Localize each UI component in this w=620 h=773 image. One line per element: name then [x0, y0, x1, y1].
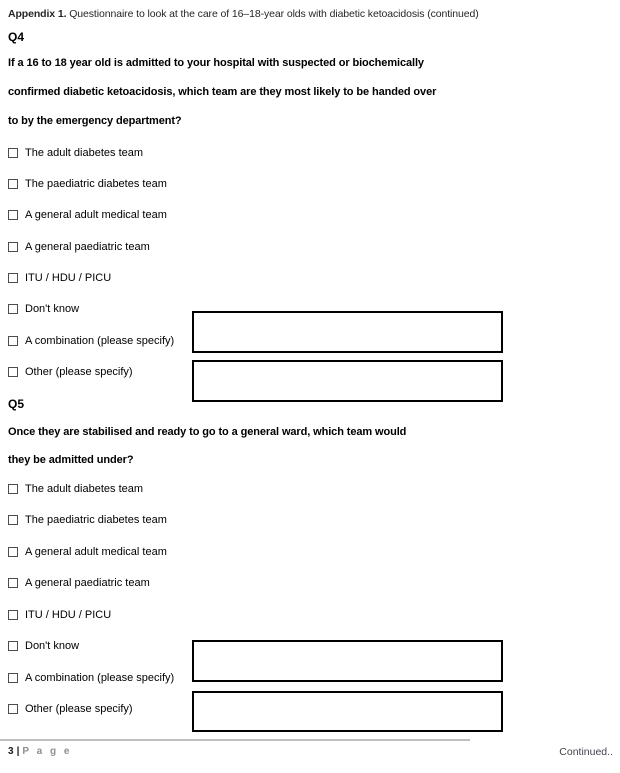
option-label: Don't know	[25, 640, 80, 652]
page-number-separator: |	[16, 746, 20, 757]
q5-question-line-2: they be admitted under?	[8, 454, 134, 466]
q5-option-general-paediatric-team	[8, 576, 150, 590]
q5-question-line-1: Once they are stabilised and ready to go to a general ward, which team would	[8, 426, 407, 438]
appendix-header-bold: Appendix 1.	[8, 8, 67, 20]
continued-note: Continued..	[559, 746, 613, 758]
option-label: A combination (please specify)	[25, 335, 175, 347]
option-label: The paediatric diabetes team	[25, 178, 167, 190]
q5-combination-specify-input[interactable]	[192, 640, 503, 682]
q5-option-paediatric-diabetes-team	[8, 513, 167, 527]
q4-option-other	[8, 365, 133, 379]
checkbox-icon[interactable]	[8, 273, 18, 283]
checkbox-icon[interactable]	[8, 484, 18, 494]
q4-option-itu-hdu-picu	[8, 271, 111, 285]
page-number-footer	[8, 746, 72, 757]
checkbox-icon[interactable]	[8, 242, 18, 252]
q5-option-adult-diabetes-team	[8, 482, 143, 496]
option-label: A general adult medical team	[25, 209, 167, 221]
q4-other-specify-input[interactable]	[192, 360, 503, 402]
option-label: Don't know	[25, 303, 80, 315]
q4-option-general-adult-medical-team	[8, 208, 167, 222]
option-label: The adult diabetes team	[25, 483, 144, 495]
q4-question-line-3: to by the emergency department?	[8, 115, 182, 127]
page-word: P a g e	[22, 746, 72, 757]
q5-option-dont-know	[8, 639, 79, 653]
checkbox-icon[interactable]	[8, 515, 18, 525]
checkbox-icon[interactable]	[8, 610, 18, 620]
q5-option-other	[8, 702, 133, 716]
option-label: ITU / HDU / PICU	[25, 272, 112, 284]
checkbox-icon[interactable]	[8, 367, 18, 377]
footer-divider	[0, 739, 470, 741]
q4-option-dont-know	[8, 302, 79, 316]
option-label: The adult diabetes team	[25, 147, 144, 159]
checkbox-icon[interactable]	[8, 148, 18, 158]
q5-other-specify-input[interactable]	[192, 691, 503, 732]
q4-combination-specify-input[interactable]	[192, 311, 503, 353]
checkbox-icon[interactable]	[8, 547, 18, 557]
option-label: A combination (please specify)	[25, 672, 175, 684]
appendix-header-text: Questionnaire to look at the care of 16–18-year olds with diabetic ketoacidosis (continued)	[66, 8, 479, 20]
checkbox-icon[interactable]	[8, 336, 18, 346]
q5-option-general-adult-medical-team	[8, 545, 167, 559]
q4-option-adult-diabetes-team	[8, 146, 143, 160]
checkbox-icon[interactable]	[8, 304, 18, 314]
option-label: Other (please specify)	[25, 703, 133, 715]
q4-question-line-2: confirmed diabetic ketoacidosis, which team are they most likely to be handed over	[8, 86, 437, 98]
q4-label: Q4	[8, 30, 25, 44]
option-label: The paediatric diabetes team	[25, 514, 167, 526]
option-label: A general paediatric team	[25, 241, 150, 253]
checkbox-icon[interactable]	[8, 673, 18, 683]
checkbox-icon[interactable]	[8, 210, 18, 220]
q5-option-itu-hdu-picu	[8, 608, 111, 622]
page-number: 3	[8, 746, 14, 757]
checkbox-icon[interactable]	[8, 704, 18, 714]
checkbox-icon[interactable]	[8, 641, 18, 651]
option-label: A general paediatric team	[25, 577, 150, 589]
appendix-header	[8, 8, 479, 20]
option-label: A general adult medical team	[25, 546, 167, 558]
option-label: ITU / HDU / PICU	[25, 609, 112, 621]
option-label: Other (please specify)	[25, 366, 133, 378]
q4-option-general-paediatric-team	[8, 240, 150, 254]
q4-option-paediatric-diabetes-team	[8, 177, 167, 191]
q5-option-combination	[8, 671, 174, 685]
checkbox-icon[interactable]	[8, 578, 18, 588]
q4-question-line-1: If a 16 to 18 year old is admitted to your hospital with suspected or biochemically	[8, 57, 424, 69]
q5-label: Q5	[8, 397, 25, 411]
checkbox-icon[interactable]	[8, 179, 18, 189]
q4-option-combination	[8, 334, 174, 348]
